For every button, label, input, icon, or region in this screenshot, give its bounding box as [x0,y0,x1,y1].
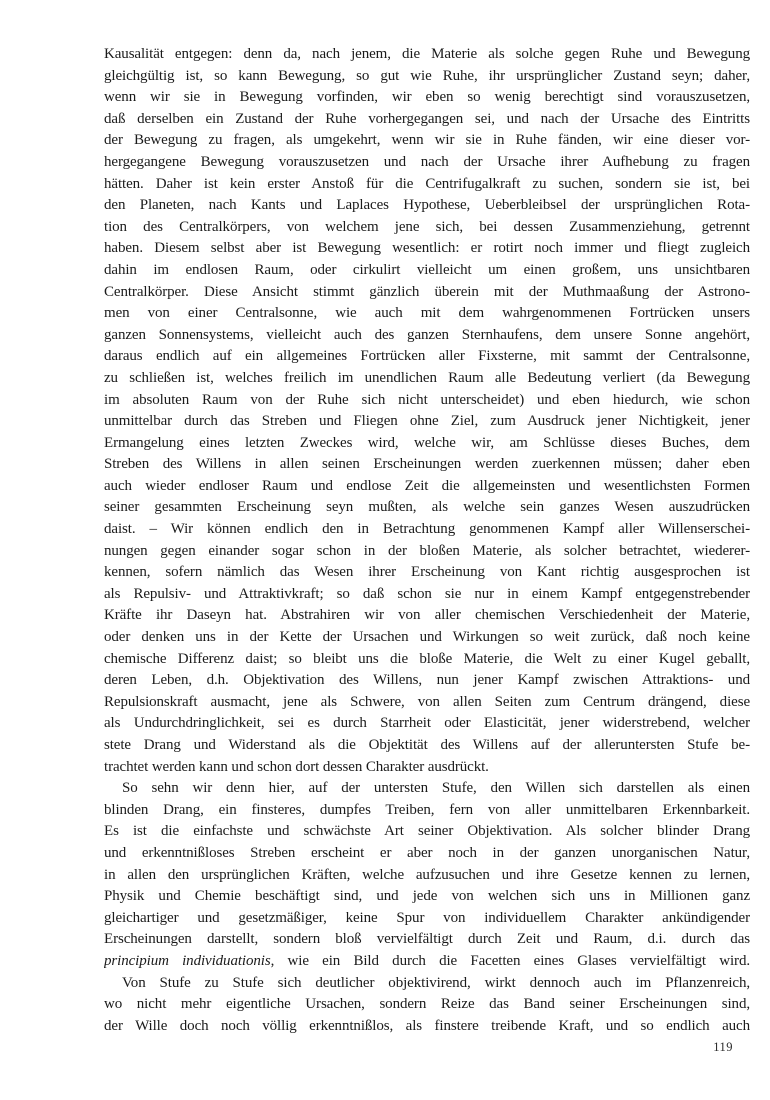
text-line: Kausalität entgegen: denn da, nach jenem, die Materie als solche gegen Ruhe und Bewegung [104,46,750,62]
text-line: trachtet werden kann und schon dort dessen Charakter ausdrückt. [104,758,489,775]
body-text [104,44,750,1037]
text-line: haben. Diesem selbst aber ist Bewegung wesentlich: er rotirt noch immer und fliegt zugleich [104,240,750,257]
text-line: men von einer Centralsonne, wie auch mit dem wahrgenommenen Fortrücken unsers [104,305,750,322]
text-line: tion des Centralkörpers, von welchem jene sich, bei dessen Zusammenziehung, getrennt [104,218,750,235]
text-line: Ermangelung eines letzten Zweckes wird, welche wir, am Schlüsse dieses Buches, dem [104,434,750,451]
text-line: Repulsionskraft ausmacht, jene als Schwere, von allen Seiten zum Centrum drängend, diese [104,693,750,710]
text-line: Centralkörper. Diese Ansicht stimmt gänzlich überein mit der Muthmaaßung der Astrono- [104,283,750,300]
text-line: daraus endlich auf ein allgemeines Fortrücken aller Fixsterne, mit sammt der Centralsonne, [104,348,750,365]
page-number: 119 [713,1040,733,1054]
text-line: seiner gesammten Erscheinung seyn mußten, als welche sein ganzes Wesen auszudrücken [104,499,750,516]
text-line: oder denken uns in der Kette der Ursachen und Wirkungen so weit zurück, daß noch keine [104,629,750,646]
text-line: der Wille doch noch völlig erkenntnißlos, als finstere treibende Kraft, und so endlich auch [104,1017,750,1034]
text-line: unmittelbar durch das Streben und Fliegen ohne Ziel, zum Ausdruck jener Nichtigkeit, jener [104,413,750,430]
text-line: deren Leben, d.h. Objektivation des Willens, nun jener Kampf zwischen Attraktions- und [104,672,750,689]
text-line: Streben des Willens in allen seinen Erscheinungen werden zuerkennen müssen; daher eben [104,456,750,473]
text-line: auch wieder endloser Raum und endlose Zeit die allgemeinsten und wesentlichsten Formen [104,477,750,494]
text-line: daist. – Wir können endlich den in Betrachtung genommenen Kampf aller Willenserschei- [104,521,750,538]
text-line: den Planeten, nach Kants und Laplaces Hypothese, Ueberbleibsel der ursprünglichen Rota- [104,197,750,214]
text-line: Kräfte ihr Daseyn hat. Abstrahiren wir von aller chemischen Verschiedenheit der Materie, [104,607,750,624]
text-line: als Repulsiv- und Attraktivkraft; so daß schon sie nur in einem Kampf entgegenstrebender [104,585,750,602]
text-line: wo nicht mehr eigentliche Ursachen, sondern Reize das Band seiner Erscheinungen sind, [104,996,750,1013]
text-line: kennen, sofern nämlich das Wesen ihrer Erscheinung von Kant richtig ausgesprochen ist [104,564,750,581]
text-line: stete Drang und Widerstand als die Objektität des Willens auf der alleruntersten Stufe be- [104,737,750,753]
text-line: blinden Drang, ein finsteres, dumpfes Treiben, fern von aller unmittelbaren Erkennbarkeit. [104,801,750,818]
text-line: hätten. Daher ist kein erster Anstoß für die Centrifugalkraft zu suchen, sondern sie ist, bei [104,175,750,192]
text-line: Es ist die einfachste und schwächste Art seiner Objektivation. Als solcher blinder Drang [104,823,750,840]
text-line: dahin im endlosen Raum, oder cirkulirt vielleicht um einen großem, uns unsichtbaren [104,261,750,278]
text-line: als Undurchdringlichkeit, sei es durch Starrheit oder Elasticität, jener widerstrebend, welcher [104,715,750,732]
italic-phrase: principium individuationis [104,952,271,969]
text-line: Erscheinungen darstellt, sondern bloß vervielfältigt durch Zeit und Raum, d.i. durch das [104,931,750,948]
text-line: zu schließen ist, welches freilich im unendlichen Raum alle Bedeutung verliert (da Bewegung [104,369,750,386]
text-line: principium individuationis, wie ein Bild durch die Facetten eines Glases vervielfältigt wird. [104,952,750,969]
text-line: wenn wir sie in Bewegung vorfinden, wir eben so wenig berechtigt sind vorauszusetzen, [104,89,750,106]
text-line: hergegangene Bewegung vorauszusetzen und nach der Ursache ihrer Aufhebung zu fragen [104,153,750,170]
text-line: Physik und Chemie beschäftigt sind, und jede von welchen sich uns in Millionen ganz [104,888,750,905]
text-line: im absoluten Raum von der Ruhe sich nicht unterscheidet) und eben hiedurch, wie schon [104,391,750,408]
text-line: gleichartiger und gesetzmäßiger, keine Spur von individuellem Charakter ankündigender [104,909,750,926]
text-line: gleichgültig ist, so kann Bewegung, so gut wie Ruhe, ihr ursprünglicher Zustand seyn; daher, [104,67,750,84]
text-line: nungen gegen einander sogar schon in der bloßen Materie, als solcher betrachtet, wiederer- [104,542,750,559]
text-line: daß derselben ein Zustand der Ruhe vorhergegangen sei, und nach der Ursache des Eintritts [104,110,750,127]
text-line: der Bewegung zu fragen, als umgekehrt, wenn wir sie in Ruhe fänden, wir eine dieser vor- [104,132,750,149]
text-line: und erkenntnißloses Streben erscheint er aber noch in der ganzen unorganischen Natur, [104,844,750,861]
text-line: So sehn wir denn hier, auf der untersten Stufe, den Willen sich darstellen als einen [122,780,750,797]
text-line: ganzen Sonnensystems, vielleicht auch des ganzen Sternhaufens, dem unsere Sonne angehört, [104,326,750,343]
text-line: in allen den ursprünglichen Kräften, welche aufzusuchen und ihre Gesetze kennen zu lernen, [104,866,750,883]
text-line: Von Stufe zu Stufe sich deutlicher objektivirend, wirkt dennoch auch im Pflanzenreich, [122,974,750,991]
text-line: chemische Differenz daist; so bleibt uns die bloße Materie, die Welt zu einer Kugel geballt, [104,650,750,667]
